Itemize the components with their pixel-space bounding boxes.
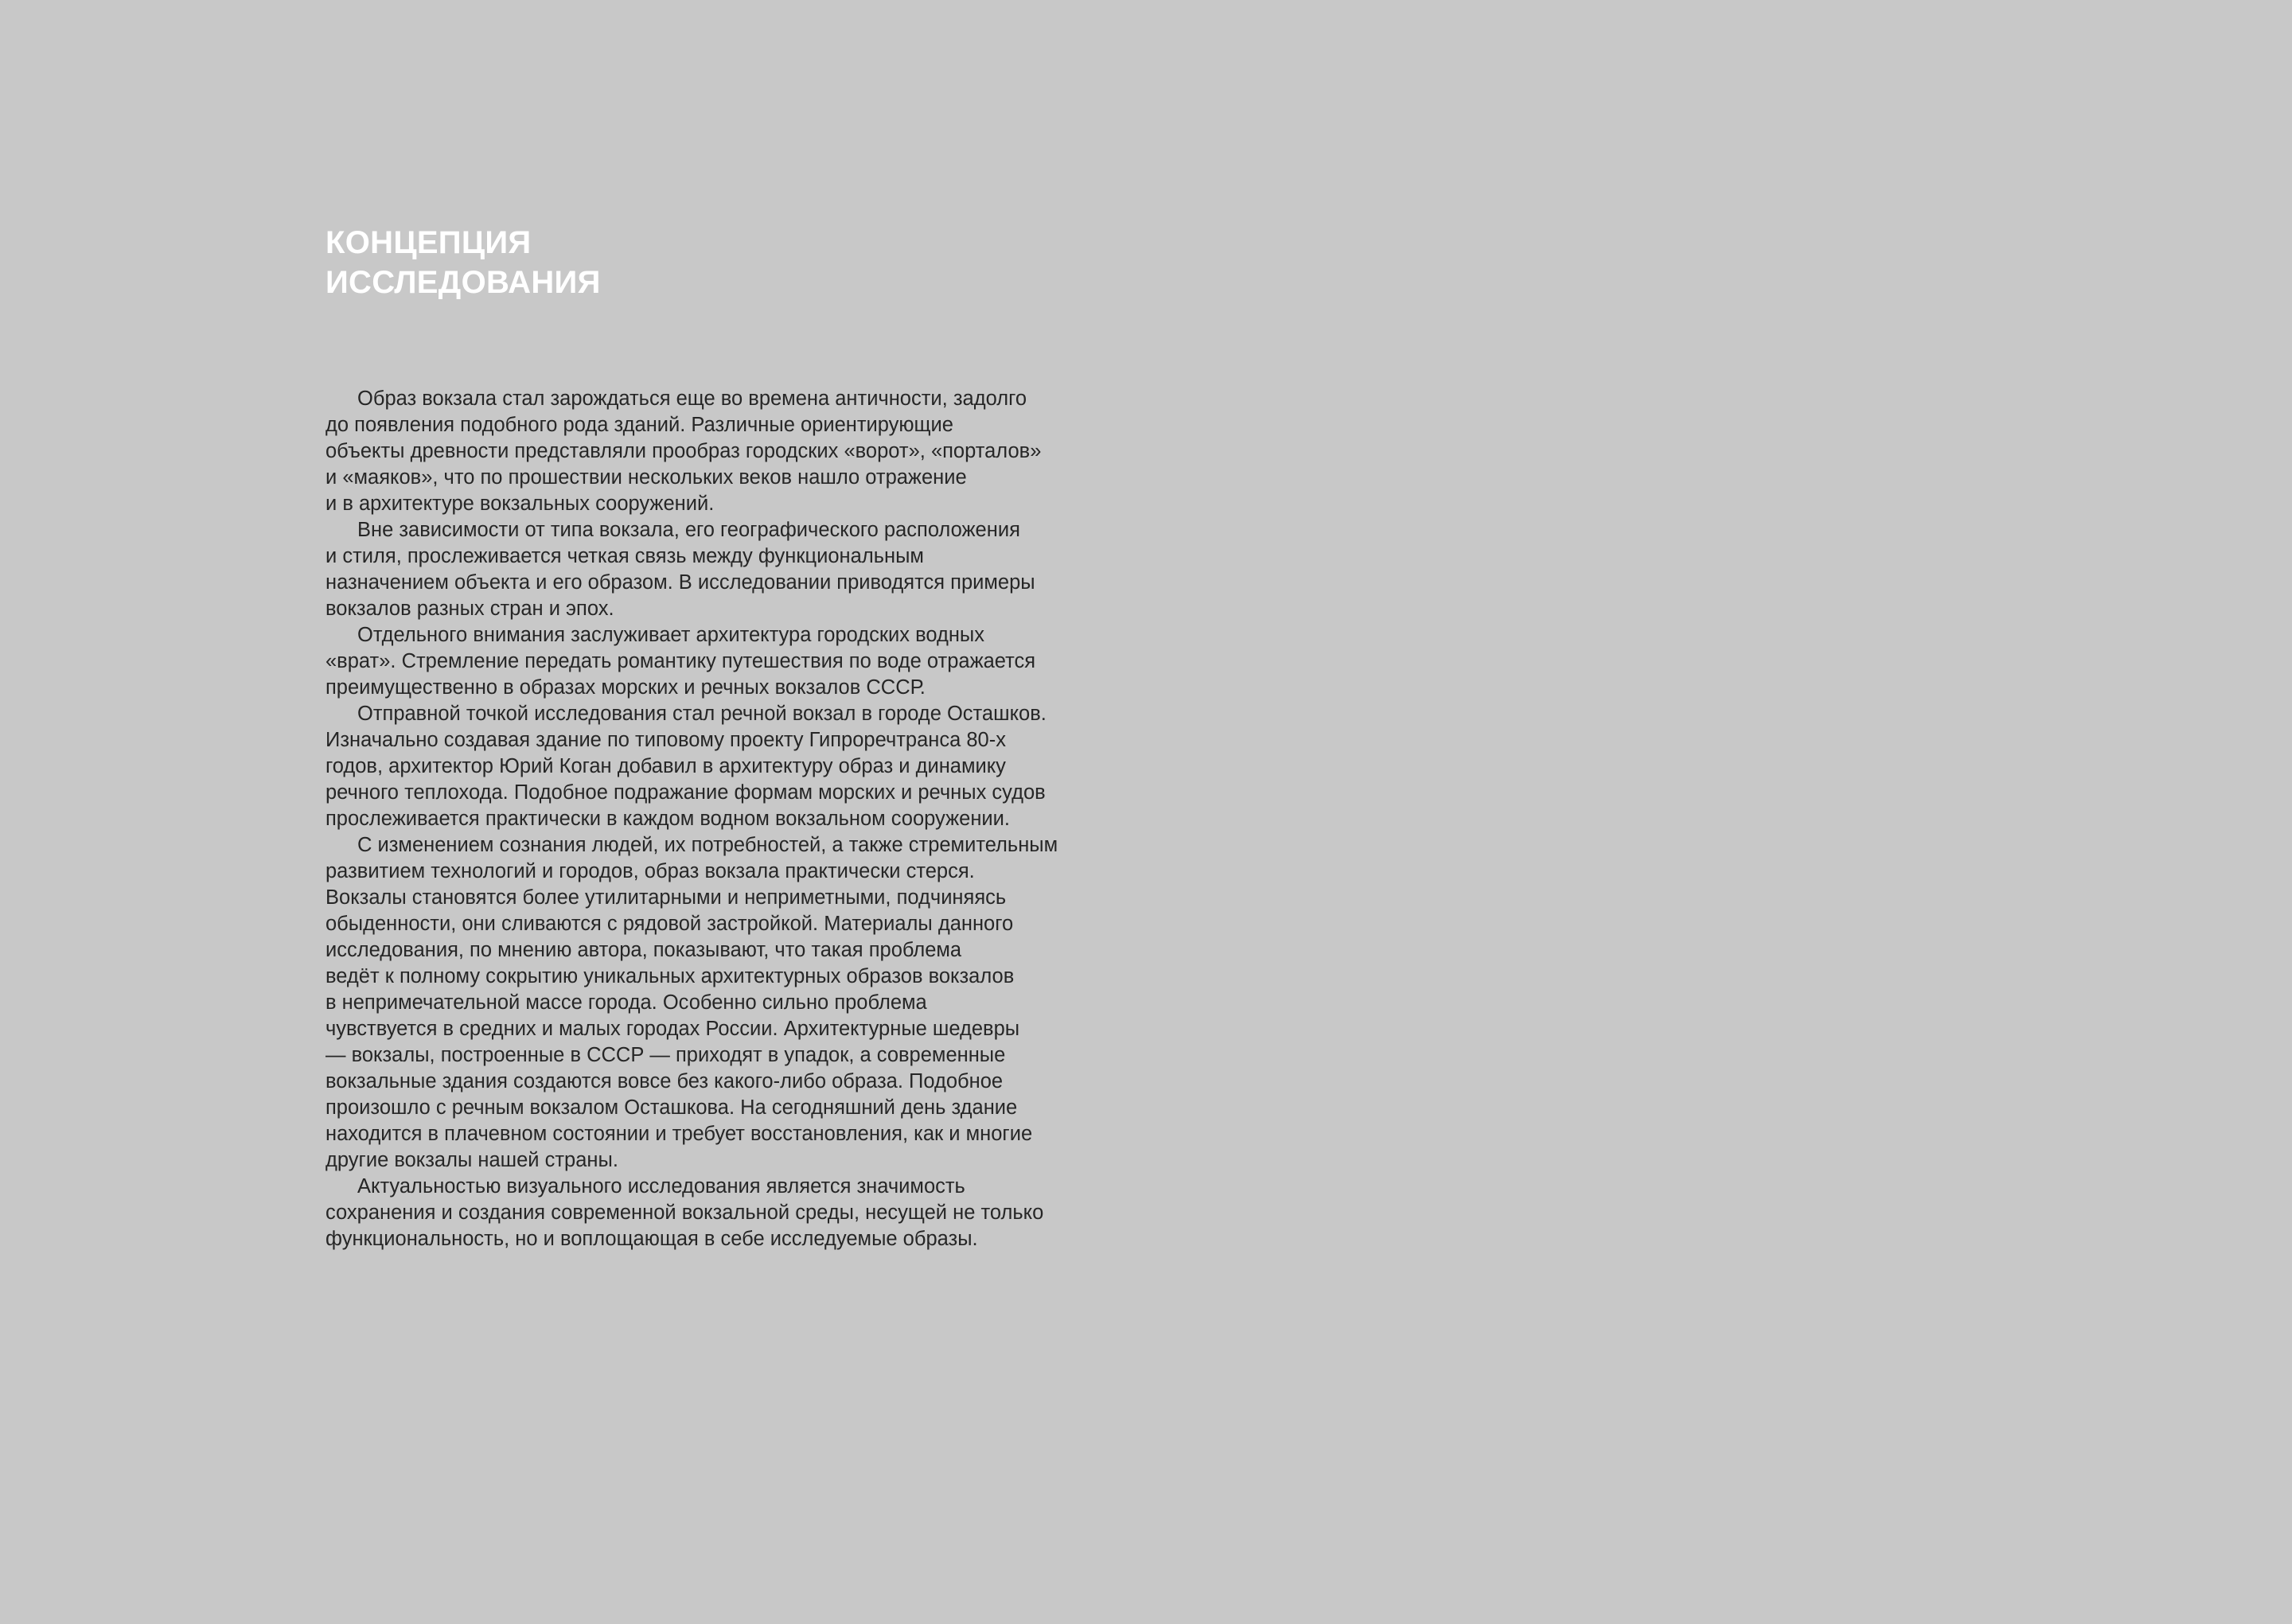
paragraph-line: в непримечательной массе города. Особенно сильно проблема bbox=[325, 991, 927, 1014]
paragraph-line: и «маяков», что по прошествии нескольких веков нашло отражение bbox=[325, 466, 967, 489]
paragraph-line: другие вокзалы нашей страны. bbox=[325, 1149, 618, 1171]
paragraph-line: до появления подобного рода зданий. Различные ориентирующие bbox=[325, 414, 953, 436]
paragraph-line: обыденности, они сливаются с рядовой застройкой. Материалы данного bbox=[325, 913, 1014, 935]
paragraph-line: и в архитектуре вокзальных сооружений. bbox=[325, 493, 715, 515]
paragraph bbox=[325, 622, 1137, 701]
paragraph-line: и стиля, прослеживается четкая связь между функциональным bbox=[325, 545, 924, 567]
paragraph-line: преимущественно в образах морских и речных вокзалов СССР. bbox=[325, 676, 926, 699]
paragraph-line: объекты древности представляли прообраз городских «ворот», «порталов» bbox=[325, 440, 1042, 462]
paragraph-line: вокзалов разных стран и эпох. bbox=[325, 598, 614, 620]
paragraph bbox=[325, 832, 1137, 1174]
paragraph bbox=[325, 517, 1137, 622]
body-text bbox=[325, 386, 1137, 1252]
page-title bbox=[325, 223, 601, 302]
paragraph-line: вокзальные здания создаются вовсе без какого-либо образа. Подобное bbox=[325, 1070, 1004, 1092]
paragraph-line: функциональность, но и воплощающая в себе исследуемые образы. bbox=[325, 1228, 978, 1250]
paragraph-line: С изменением сознания людей, их потребностей, а также стремительным bbox=[357, 834, 1058, 856]
paragraph-line: чувствуется в средних и малых городах России. Архитектурные шедевры bbox=[325, 1018, 1020, 1040]
paragraph-line: Актуальностью визуального исследования является значимость bbox=[357, 1175, 965, 1198]
paragraph-line: прослеживается практически в каждом водном вокзальном сооружении. bbox=[325, 808, 1010, 830]
paragraph-line: Вне зависимости от типа вокзала, его географического расположения bbox=[357, 519, 1020, 541]
paragraph-line: годов, архитектор Юрий Коган добавил в архитектуру образ и динамику bbox=[325, 755, 1006, 777]
paragraph-line: Отдельного внимания заслуживает архитектура городских водных bbox=[357, 624, 984, 646]
paragraph-line: ведёт к полному сокрытию уникальных архитектурных образов вокзалов bbox=[325, 965, 1015, 987]
paragraph bbox=[325, 701, 1137, 832]
paragraph-line: Вокзалы становятся более утилитарными и неприметными, подчиняясь bbox=[325, 886, 1007, 909]
paragraph-line: речного теплохода. Подобное подражание формам морских и речных судов bbox=[325, 781, 1046, 804]
paragraph bbox=[325, 1174, 1137, 1252]
paragraph-line: Отправной точкой исследования стал речной вокзал в городе Осташков. bbox=[357, 703, 1047, 725]
paragraph-line: Образ вокзала стал зарождаться еще во времена античности, задолго bbox=[357, 388, 1027, 410]
paragraph-line: исследования, по мнению автора, показывают, что такая проблема bbox=[325, 939, 962, 961]
paragraph-line: произошло с речным вокзалом Осташкова. На сегодняшний день здание bbox=[325, 1096, 1018, 1119]
paragraph-line: Изначально создавая здание по типовому проекту Гипроречтранса 80-х bbox=[325, 729, 1006, 751]
page-title-line-2: ИССЛЕДОВАНИЯ bbox=[325, 265, 601, 300]
page-title-line-1: КОНЦЕПЦИЯ bbox=[325, 225, 532, 260]
paragraph-line: — вокзалы, построенные в СССР — приходят в упадок, а современные bbox=[325, 1044, 1006, 1066]
paragraph-line: сохранения и создания современной вокзальной среды, несущей не только bbox=[325, 1201, 1044, 1224]
paragraph-line: развитием технологий и городов, образ вокзала практически стерся. bbox=[325, 860, 975, 882]
paragraph-line: находится в плачевном состоянии и требует восстановления, как и многие bbox=[325, 1123, 1033, 1145]
paragraph-line: назначением объекта и его образом. В исследовании приводятся примеры bbox=[325, 571, 1035, 594]
paragraph bbox=[325, 386, 1137, 517]
paragraph-line: «врат». Стремление передать романтику путешествия по воде отражается bbox=[325, 650, 1036, 672]
